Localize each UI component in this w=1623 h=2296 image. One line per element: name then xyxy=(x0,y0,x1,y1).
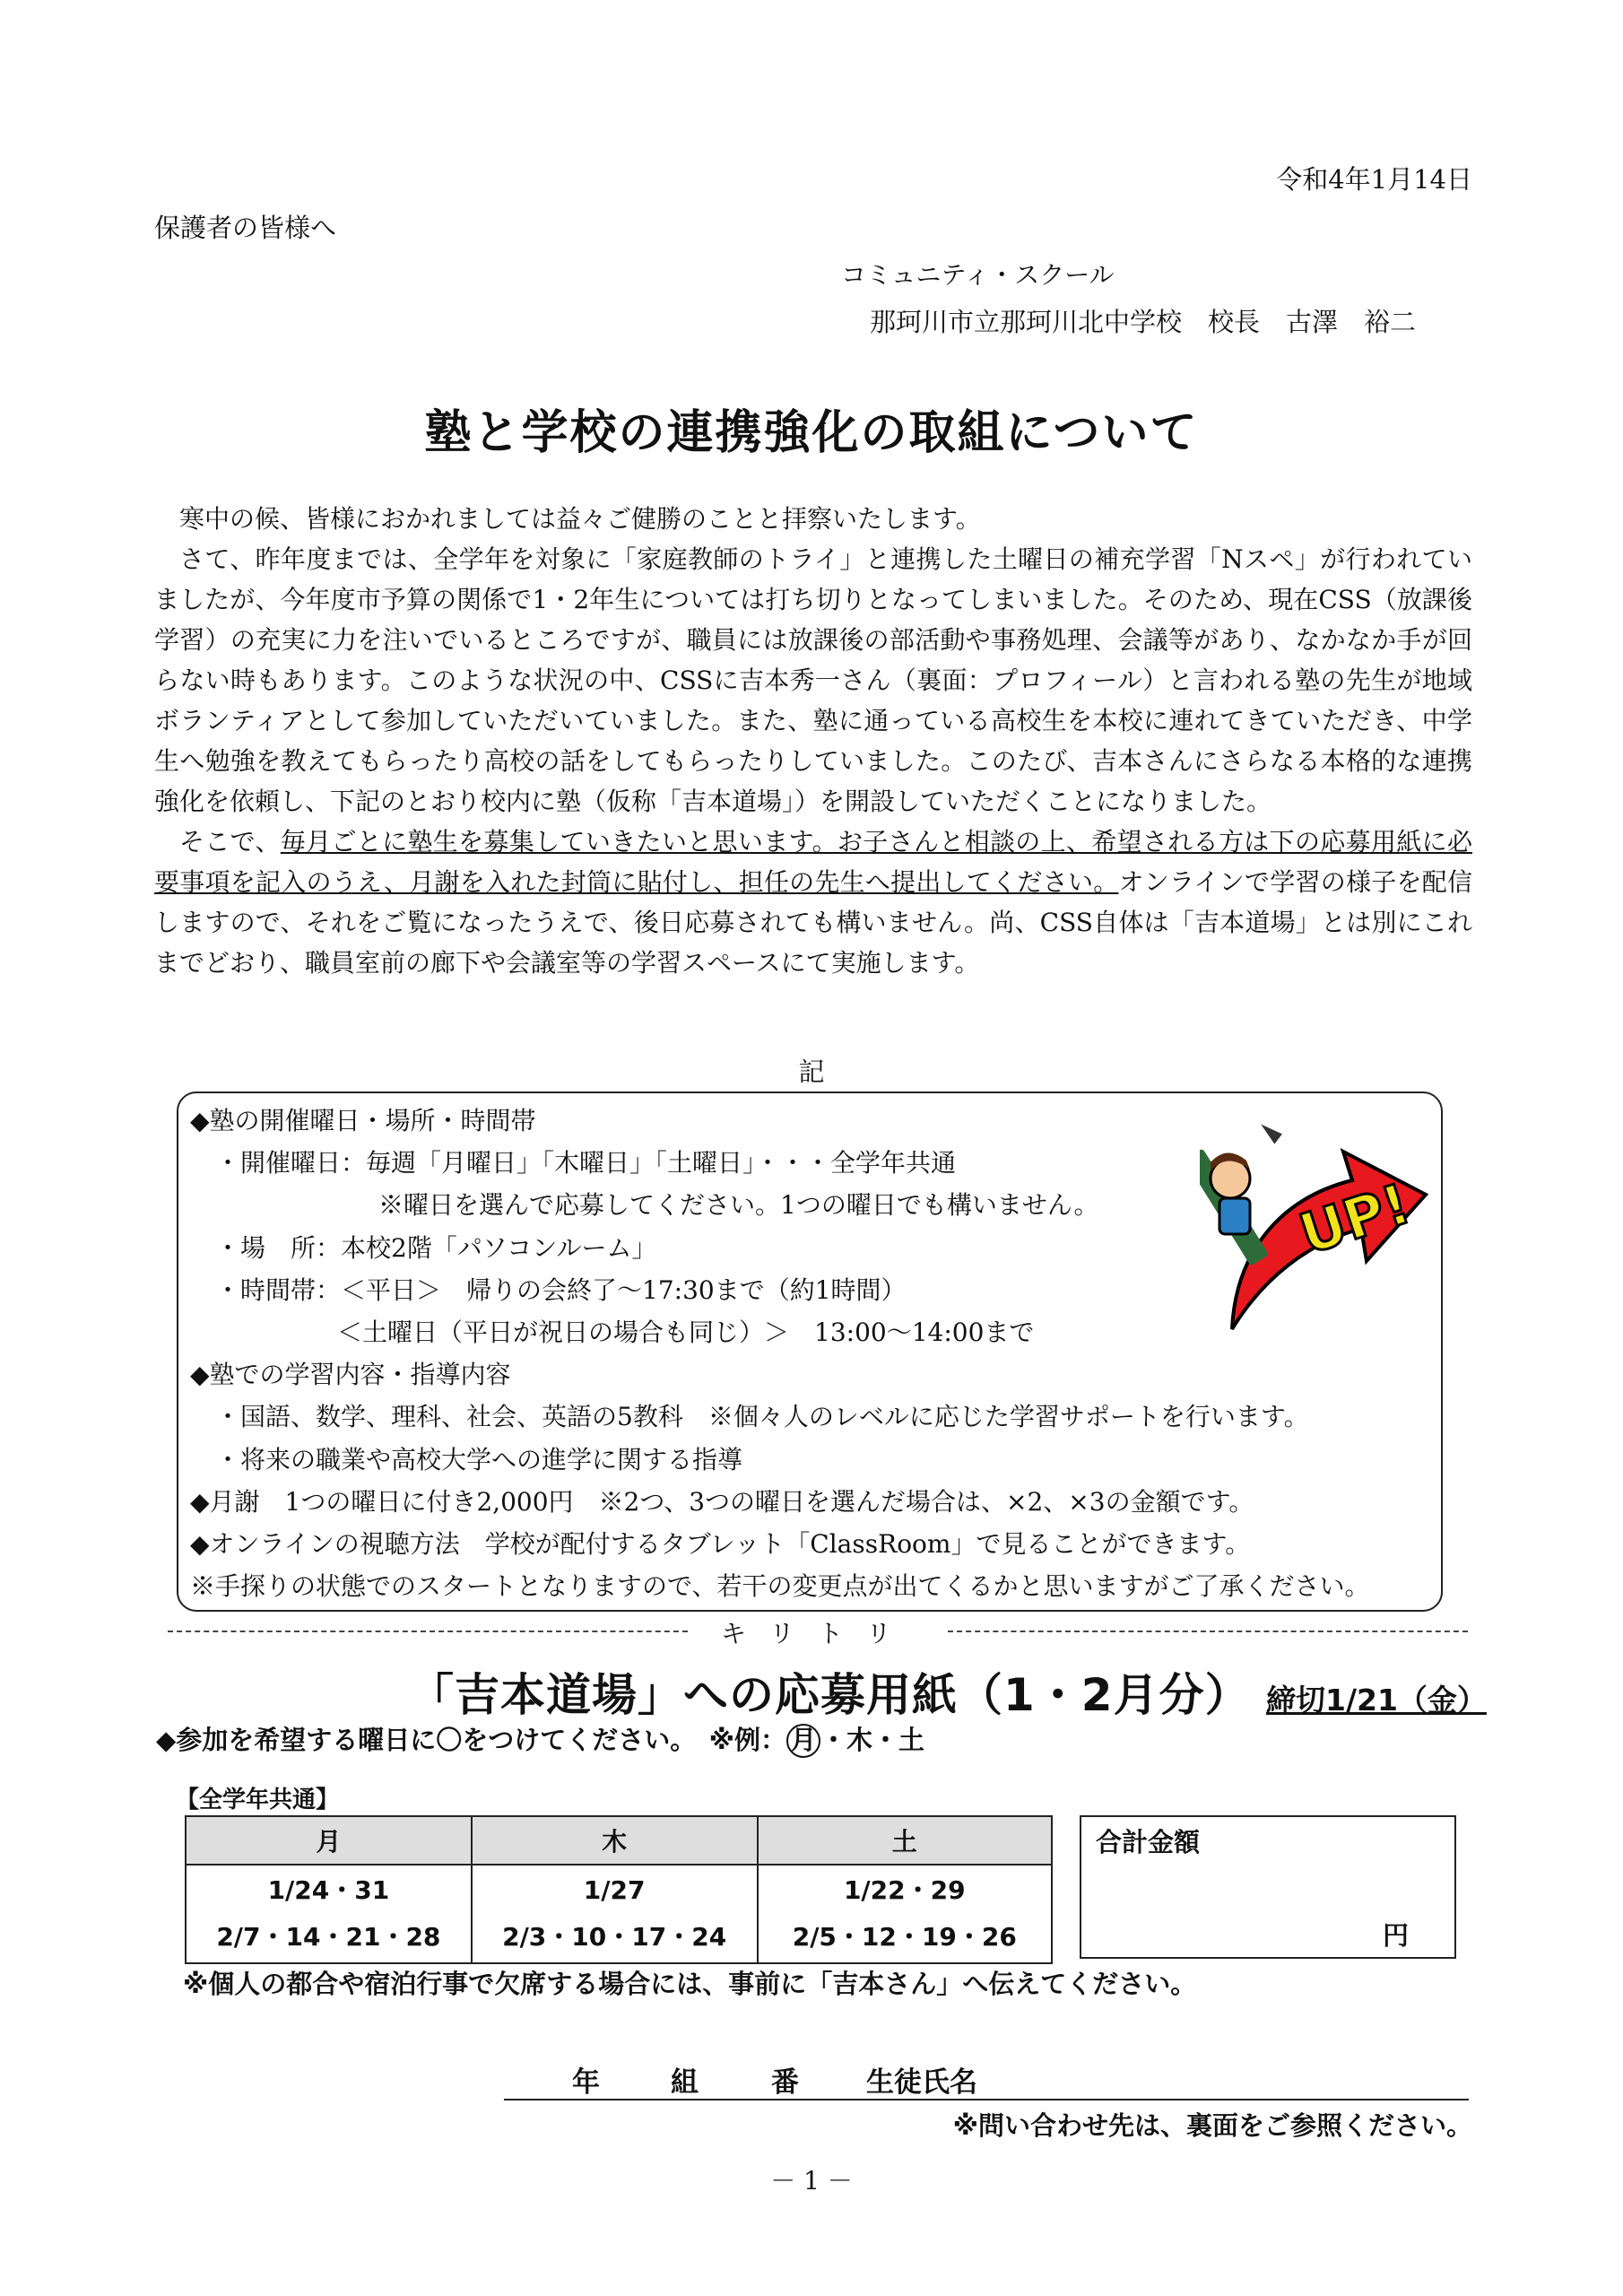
details-days: ・開催曜日：毎週「月曜日」「木曜日」「土曜日」・・・全学年共通 xyxy=(215,1148,957,1178)
body-paragraph-3-underlined: 毎月ごとに塾生を募集していきたいと思います。お子さんと相談の上、希望される方は下の応募用紙に必要事項を記入のうえ、月謝を入れた封筒に貼付し、担任の先生へ提出してください。 xyxy=(154,827,1472,897)
addressee: 保護者の皆様へ xyxy=(154,213,337,243)
details-time-weekday: ・時間帯：＜平日＞ 帰りの会終了～17:30まで（約1時間） xyxy=(215,1274,907,1305)
up-arrow-illustration xyxy=(1200,1118,1433,1342)
details-fee: ◆月謝 1つの曜日に付き2,000円 ※2つ、3つの曜日を選んだ場合は、×2、×3の金額です。 xyxy=(190,1486,1254,1517)
cut-line-right xyxy=(948,1631,1468,1632)
day-header-thu[interactable]: 木 xyxy=(472,1816,758,1865)
letter-body xyxy=(154,499,1472,983)
details-time-saturday: ＜土曜日（平日が祝日の場合も同じ）＞ 13:00～14:00まで xyxy=(337,1318,1035,1348)
dates-mon-feb: 2/7・14・21・28 xyxy=(216,1922,441,1952)
schedule-table xyxy=(185,1815,1053,1964)
body-paragraph-3-rest: オンラインで学習の様子を配信しますので、それをご覧になったうえで、後日応募されても構いません。尚、CSS自体は「吉本道場」とは別にこれまでどおり、職員室前の廊下や会議室等の学習スペースにて実施します。 xyxy=(154,867,1472,978)
absence-note: ※個人の都合や宿泊行事で欠席する場合には、事前に「吉本さん」へ伝えてください。 xyxy=(183,1969,1197,1999)
details-guidance: ・将来の職業や高校大学への進学に関する指導 xyxy=(215,1444,743,1474)
form-deadline: 締切1/21（金） xyxy=(1266,1683,1487,1718)
schedule-header-row xyxy=(186,1816,1052,1865)
page-number: － 1 － xyxy=(770,2166,853,2196)
day-header-sat[interactable]: 土 xyxy=(758,1816,1052,1865)
day-header-mon[interactable]: 月 xyxy=(186,1816,472,1865)
form-instruction-tail: ・木・土 xyxy=(820,1725,925,1755)
circled-example: 月 xyxy=(786,1724,820,1758)
body-paragraph-2: さて、昨年度までは、全学年を対象に「家庭教師のトライ」と連携した土曜日の補充学習「Nスペ」が行われていましたが、今年度市予算の関係で1・2年生については打ち切りとなってしまいました。そのため、現在CSS（放課後学習）の充実に力を注いでいるところですが、職員には放課後の部活動や事務処理、会議等があり、なかなか手が回らない時もあります。このような状況の中、CSSに吉本秀一さん（裏面：プロフィール）と言われる塾の先生が地域ボランティアとして参加していただいていました。また、塾に通っている高校生を本校に連れてきていただき、中学生へ勉強を教えてもらったり高校の話をしてもらったりしていました。このたび、吉本さんにさらなる本格的な連携強化を依頼し、下記のとおり校内に塾（仮称「吉本道場」）を開設していただくことになりました。 xyxy=(154,544,1472,816)
cut-label: キリトリ xyxy=(688,1614,948,1650)
sender-organization: コミュニティ・スクール xyxy=(841,260,1115,290)
date: 令和4年1月14日 xyxy=(1276,164,1472,195)
total-amount-unit: 円 xyxy=(1383,1920,1410,1951)
dates-thu-jan: 1/27 xyxy=(583,1875,646,1905)
dates-mon xyxy=(186,1865,472,1963)
details-list xyxy=(190,1100,1369,1607)
details-heading-content: ◆塾での学習内容・指導内容 xyxy=(190,1360,511,1390)
body-paragraph-1: 寒中の候、皆様におかれましては益々ご健勝のことと拝察いたします。 xyxy=(179,504,981,534)
details-heading-schedule: ◆塾の開催曜日・場所・時間帯 xyxy=(190,1106,536,1135)
form-title: 「吉本道場」への応募用紙（1・2月分） xyxy=(409,1669,1251,1721)
ki-heading: 記 xyxy=(798,1057,825,1087)
total-amount-label: 合計金額 xyxy=(1096,1827,1201,1857)
dates-thu xyxy=(472,1865,758,1963)
page-title: 塾と学校の連携強化の取組について xyxy=(424,405,1199,460)
details-note: ※手探りの状態でのスタートとなりますので、若干の変更点が出てくるかと思いますがご了承ください。 xyxy=(190,1571,1370,1602)
cut-line-left xyxy=(168,1631,688,1632)
dates-sat-feb: 2/5・12・19・26 xyxy=(792,1922,1017,1952)
dates-sat-jan: 1/22・29 xyxy=(843,1875,966,1905)
student-name-label: 生徒氏名 xyxy=(866,2066,977,2099)
grade-label: 【全学年共通】 xyxy=(176,1787,340,1813)
sender-school: 那珂川市立那珂川北中学校 校長 古澤 裕二 xyxy=(870,307,1417,337)
form-instruction xyxy=(156,1720,924,1758)
number-field-label: 番 xyxy=(771,2066,799,2099)
child-figure-icon xyxy=(1211,1152,1250,1234)
body-paragraph-3 xyxy=(154,822,1472,983)
details-online: ◆オンラインの視聴方法 学校が配付するタブレット「ClassRoom」で見ることができます。 xyxy=(190,1529,1251,1560)
class-field-label: 組 xyxy=(671,2066,699,2099)
student-info-field[interactable] xyxy=(504,2059,1469,2100)
details-place: ・場 所：本校2階「パソコンルーム」 xyxy=(215,1232,657,1263)
grade-field-label: 年 xyxy=(572,2066,600,2099)
contact-note: ※問い合わせ先は、裏面をご参照ください。 xyxy=(952,2110,1472,2141)
dates-sat xyxy=(758,1865,1052,1963)
dates-mon-jan: 1/24・31 xyxy=(267,1875,390,1905)
details-days-note: ※曜日を選んで応募してください。1つの曜日でも構いません。 xyxy=(378,1190,1099,1221)
up-label: UP! xyxy=(1291,1170,1419,1267)
dates-thu-feb: 2/3・10・17・24 xyxy=(502,1922,727,1952)
form-instruction-lead: ◆参加を希望する曜日に〇をつけてください。 ※例： xyxy=(156,1725,786,1755)
details-subjects: ・国語、数学、理科、社会、英語の5教科 ※個々人のレベルに応じた学習サポートを行います。 xyxy=(215,1402,1309,1432)
body-paragraph-3-lead: そこで、 xyxy=(179,827,281,857)
schedule-dates-row xyxy=(186,1865,1052,1963)
